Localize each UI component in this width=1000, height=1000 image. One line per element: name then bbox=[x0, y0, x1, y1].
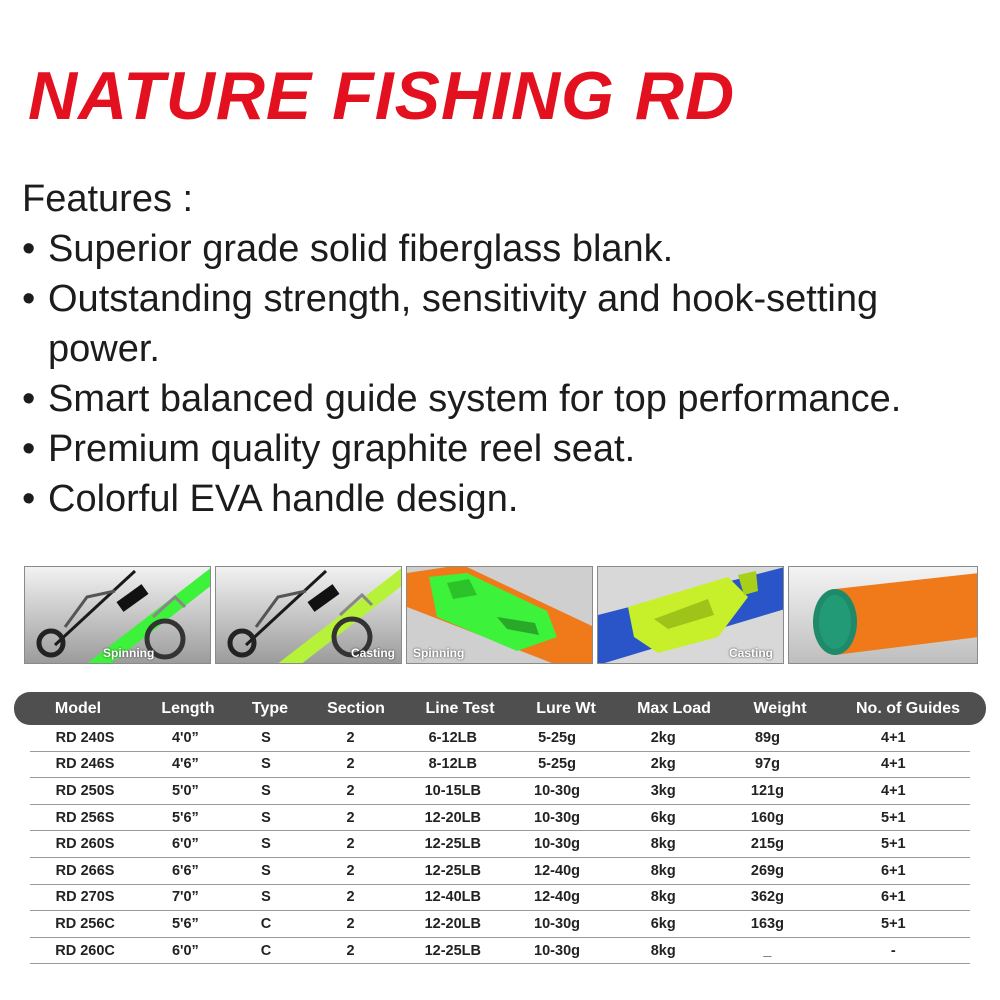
cell-length: 5'0” bbox=[171, 782, 199, 799]
cell-length: 5'6” bbox=[171, 915, 199, 932]
column-header-guides: No. of Guides bbox=[856, 699, 960, 717]
cell-type: S bbox=[261, 809, 271, 826]
eva-handle-end-icon bbox=[789, 567, 978, 664]
cell-model: RD 260S bbox=[55, 836, 115, 853]
cell-weight: 89g bbox=[754, 729, 780, 746]
page-title: NATURE FISHING RD bbox=[28, 58, 736, 134]
cell-length: 7'0” bbox=[171, 889, 199, 906]
cell-lure-wt: 10-30g bbox=[534, 782, 580, 799]
cell-model: RD 256S bbox=[55, 809, 115, 826]
thumbnail-label: Casting bbox=[350, 646, 395, 660]
cell-section: 2 bbox=[346, 756, 355, 773]
table-row bbox=[30, 831, 970, 858]
cell-model: RD 270S bbox=[55, 889, 115, 906]
cell-guides: 6+1 bbox=[881, 862, 906, 879]
cell-type: S bbox=[261, 756, 271, 773]
cell-model: RD 260C bbox=[55, 942, 115, 959]
column-header-length: Length bbox=[161, 699, 215, 717]
cell-guides: 6+1 bbox=[881, 889, 906, 906]
cell-max-load: 6kg bbox=[650, 809, 676, 826]
cell-line-test: 12-25LB bbox=[424, 942, 481, 959]
cell-section: 2 bbox=[346, 729, 355, 746]
cell-max-load: 6kg bbox=[650, 915, 676, 932]
cell-weight: 215g bbox=[750, 836, 784, 853]
cell-section: 2 bbox=[346, 889, 355, 906]
cell-line-test: 12-25LB bbox=[424, 836, 481, 853]
column-header-section: Section bbox=[327, 699, 385, 717]
cell-model: RD 250S bbox=[55, 782, 115, 799]
table-header bbox=[14, 692, 986, 725]
features-list bbox=[22, 174, 992, 524]
column-header-max-load: Max Load bbox=[637, 699, 711, 717]
cell-line-test: 10-15LB bbox=[424, 782, 481, 799]
cell-max-load: 2kg bbox=[650, 756, 676, 773]
table-row bbox=[30, 911, 970, 938]
features-heading: Features : bbox=[22, 178, 194, 220]
cell-guides: - bbox=[890, 942, 896, 959]
cell-guides: 5+1 bbox=[881, 809, 906, 826]
feature-text: Smart balanced guide system for top performance. bbox=[48, 378, 902, 420]
thumbnail-label: Casting bbox=[728, 646, 773, 660]
table-row bbox=[30, 805, 970, 832]
bullet-icon: • bbox=[22, 228, 36, 270]
cell-type: S bbox=[261, 729, 271, 746]
cell-length: 4'0” bbox=[171, 729, 199, 746]
thumbnail-label: Spinning bbox=[103, 646, 155, 660]
table-row bbox=[30, 778, 970, 805]
cell-max-load: 8kg bbox=[650, 942, 676, 959]
column-header-weight: Weight bbox=[753, 699, 807, 717]
thumbnail-casting-reel-seat bbox=[597, 566, 784, 664]
cell-lure-wt: 5-25g bbox=[538, 729, 576, 746]
cell-max-load: 8kg bbox=[650, 889, 676, 906]
cell-model: RD 240S bbox=[55, 729, 115, 746]
thumbnail-eva-handle bbox=[788, 566, 978, 664]
cell-section: 2 bbox=[346, 782, 355, 799]
cell-weight: 97g bbox=[754, 756, 780, 773]
cell-max-load: 8kg bbox=[650, 862, 676, 879]
cell-weight: 362g bbox=[750, 889, 784, 906]
feature-text: Colorful EVA handle design. bbox=[48, 478, 519, 520]
cell-weight: 121g bbox=[750, 782, 784, 799]
cell-lure-wt: 12-40g bbox=[534, 862, 580, 879]
cell-lure-wt: 5-25g bbox=[538, 756, 576, 773]
feature-item bbox=[22, 224, 992, 274]
cell-guides: 5+1 bbox=[881, 915, 906, 932]
cell-model: RD 246S bbox=[55, 756, 115, 773]
cell-lure-wt: 10-30g bbox=[534, 836, 580, 853]
bullet-icon: • bbox=[22, 378, 36, 420]
feature-item bbox=[22, 474, 992, 524]
bullet-icon: • bbox=[22, 478, 36, 520]
column-header-model: Model bbox=[54, 699, 102, 717]
feature-text: Premium quality graphite reel seat. bbox=[48, 428, 636, 470]
cell-guides: 4+1 bbox=[881, 729, 906, 746]
cell-section: 2 bbox=[346, 836, 355, 853]
cell-section: 2 bbox=[346, 915, 355, 932]
column-header-lure-wt: Lure Wt bbox=[536, 699, 596, 717]
cell-lure-wt: 10-30g bbox=[534, 915, 580, 932]
cell-length: 4'6” bbox=[171, 756, 199, 773]
thumbnail-spinning-guide bbox=[24, 566, 211, 664]
cell-weight: _ bbox=[763, 942, 772, 959]
cell-type: S bbox=[261, 862, 271, 879]
cell-lure-wt: 12-40g bbox=[534, 889, 580, 906]
cell-type: S bbox=[261, 889, 271, 906]
cell-type: C bbox=[260, 915, 272, 932]
cell-line-test: 12-25LB bbox=[424, 862, 481, 879]
cell-guides: 4+1 bbox=[881, 782, 906, 799]
table-row bbox=[30, 885, 970, 912]
cell-section: 2 bbox=[346, 942, 355, 959]
cell-model: RD 256C bbox=[55, 915, 115, 932]
cell-line-test: 12-20LB bbox=[424, 915, 481, 932]
cell-type: S bbox=[261, 782, 271, 799]
cell-section: 2 bbox=[346, 862, 355, 879]
cell-type: C bbox=[260, 942, 272, 959]
cell-line-test: 12-20LB bbox=[424, 809, 481, 826]
cell-lure-wt: 10-30g bbox=[534, 809, 580, 826]
thumbnail-label: Spinning bbox=[413, 646, 465, 660]
thumbnail-casting-guide bbox=[215, 566, 402, 664]
cell-length: 6'0” bbox=[171, 836, 199, 853]
cell-weight: 163g bbox=[750, 915, 784, 932]
bullet-icon: • bbox=[22, 278, 36, 320]
feature-text: Superior grade solid fiberglass blank. bbox=[48, 228, 674, 270]
cell-max-load: 3kg bbox=[650, 782, 676, 799]
feature-text: Outstanding strength, sensitivity and hook-setting power. bbox=[48, 278, 879, 370]
cell-lure-wt: 10-30g bbox=[534, 942, 580, 959]
cell-weight: 160g bbox=[750, 809, 784, 826]
cell-length: 6'6” bbox=[171, 862, 199, 879]
cell-model: RD 266S bbox=[55, 862, 115, 879]
cell-guides: 5+1 bbox=[881, 836, 906, 853]
table-row bbox=[30, 725, 970, 752]
table-body bbox=[14, 725, 986, 964]
column-header-line-test: Line Test bbox=[425, 699, 495, 717]
feature-item bbox=[22, 374, 992, 424]
cell-section: 2 bbox=[346, 809, 355, 826]
feature-item bbox=[22, 274, 992, 374]
cell-line-test: 6-12LB bbox=[428, 729, 477, 746]
cell-length: 6'0” bbox=[171, 942, 199, 959]
product-thumbnails bbox=[24, 566, 978, 664]
feature-item bbox=[22, 424, 992, 474]
table-row bbox=[30, 752, 970, 779]
cell-guides: 4+1 bbox=[881, 756, 906, 773]
cell-line-test: 12-40LB bbox=[424, 889, 481, 906]
table-row bbox=[30, 858, 970, 885]
table-row bbox=[30, 938, 970, 965]
cell-weight: 269g bbox=[750, 862, 784, 879]
cell-type: S bbox=[261, 836, 271, 853]
thumbnail-spinning-reel-seat bbox=[406, 566, 593, 664]
cell-line-test: 8-12LB bbox=[428, 756, 477, 773]
spec-table bbox=[14, 692, 986, 964]
column-header-type: Type bbox=[251, 699, 289, 717]
cell-max-load: 8kg bbox=[650, 836, 676, 853]
cell-length: 5'6” bbox=[171, 809, 199, 826]
bullet-icon: • bbox=[22, 428, 36, 470]
cell-max-load: 2kg bbox=[650, 729, 676, 746]
